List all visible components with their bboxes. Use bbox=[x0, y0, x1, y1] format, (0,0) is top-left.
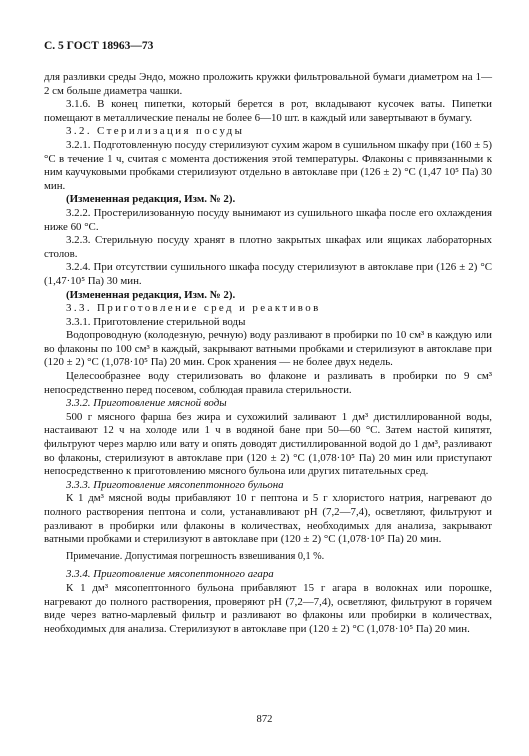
page-number: 872 bbox=[256, 714, 273, 725]
paragraph: К 1 дм³ мясной воды прибавляют 10 г пептона и 5 г хлористого натрия, нагревают до полного растворения пептона и соли, устанавливают рН (7,2—7,4), осветляют, фильтруют и разливают в пробирки или флаконы в количествах, необходимых для анализа, закрывают ватными пробками и стерилизуют в автоклаве при (120 ± 2) °С (1,078·10⁵ Па) 20 мин. bbox=[44, 492, 492, 546]
amendment-note: (Измененная редакция, Изм. № 2). bbox=[66, 193, 236, 206]
paragraph: 3.2.3. Стерильную посуду хранят в плотно закрытых шкафах или ящиках лабораторных столов. bbox=[44, 234, 492, 260]
subsection-heading: 3.3.1. Приготовление стерильной воды bbox=[66, 315, 246, 328]
note: Примечание. Допустимая погрешность взвешивания 0,1 %. bbox=[66, 550, 325, 562]
amendment-note: (Измененная редакция, Изм. № 2). bbox=[66, 288, 236, 301]
paragraph: 3.2.1. Подготовленную посуду стерилизуют сухим жаром в сушильном шкафу при (160 ± 5) °С в течение 1 ч, считая с момента достижения этой температуры. Флаконы с привязанными к ним каучуковыми пробками стерилизуют отдельно в автоклаве при (126 ± 2) °С (1,47 10⁵ Па) 30 мин. bbox=[44, 138, 492, 192]
subsection-heading: 3.3.3. Приготовление мясопептонного бульона bbox=[66, 478, 284, 491]
paragraph: для разливки среды Эндо, можно проложить кружки фильтровальной бумаги диаметром на 1—2 см больше диаметра чашки. bbox=[44, 71, 492, 97]
subsection-heading: 3.3.4. Приготовление мясопептонного агара bbox=[66, 568, 274, 581]
paragraph: К 1 дм³ мясопептонного бульона прибавляют 15 г агара в волокнах или порошке, нагревают до полного растворения, проверяют рН (7,2—7,4), осветляют, фильтруют в горячем виде через ватно-марлевый фильтр и разливают во флаконы или пробирки в количествах, необходимых для анализа. Стерилизуют в автоклаве при (120 ± 2) °С (1,078·10⁵ Па) 20 мин. bbox=[44, 581, 492, 635]
section-heading: 3.2. Стерилизация посуды bbox=[66, 125, 245, 138]
paragraph: 3.2.4. При отсутствии сушильного шкафа посуду стерилизуют в автоклаве при (126 ± 2) °С (1,47·10⁵ Па) 30 мин. bbox=[44, 261, 492, 287]
paragraph: Целесообразнее воду стерилизовать во флаконе и разливать в пробирки по 9 см³ непосредственно перед посевом, соблюдая правила стерильности. bbox=[44, 370, 492, 396]
document-body bbox=[44, 71, 492, 636]
subsection-heading: 3.3.2. Приготовление мясной воды bbox=[66, 397, 227, 410]
paragraph: Водопроводную (колодезную, речную) воду разливают в пробирки по 10 см³ в каждую или во флаконы по 100 см³ в каждый, закрывают ватными пробками и стерилизуют в автоклаве при (120 ± 2) °С (1,078·10⁵ Па) 20 мин. Срок хранения — не более двух недель. bbox=[44, 329, 492, 369]
paragraph: 500 г мясного фарша без жира и сухожилий заливают 1 дм³ дистиллированной воды, настаивают 12 ч на холоде или 1 ч в водяной бане при 50—60 °С. Затем настой кипятят, фильтруют через марлю или вату и опять доводят дистиллированной водой до 1 дм³, разливают во флаконы, стерилизуют в автоклаве при (120 ± 2) °С (1,078·10⁵ Па) 20 мин или приступают непосредственно к приготовлению мясного бульона или других питательных сред. bbox=[44, 410, 492, 478]
paragraph: 3.2.2. Простерилизованную посуду вынимают из сушильного шкафа после его охлаждения ниже 60 °С. bbox=[44, 206, 492, 233]
section-heading: 3.3. Приготовление сред и реактивов bbox=[66, 302, 321, 315]
page-header: С. 5 ГОСТ 18963—73 bbox=[44, 40, 154, 52]
paragraph: 3.1.6. В конец пипетки, который берется в рот, вкладывают кусочек ваты. Пипетки помещают в металлические пеналы не более 6—10 шт. в каждый или завертывают в бумагу. bbox=[44, 98, 492, 124]
